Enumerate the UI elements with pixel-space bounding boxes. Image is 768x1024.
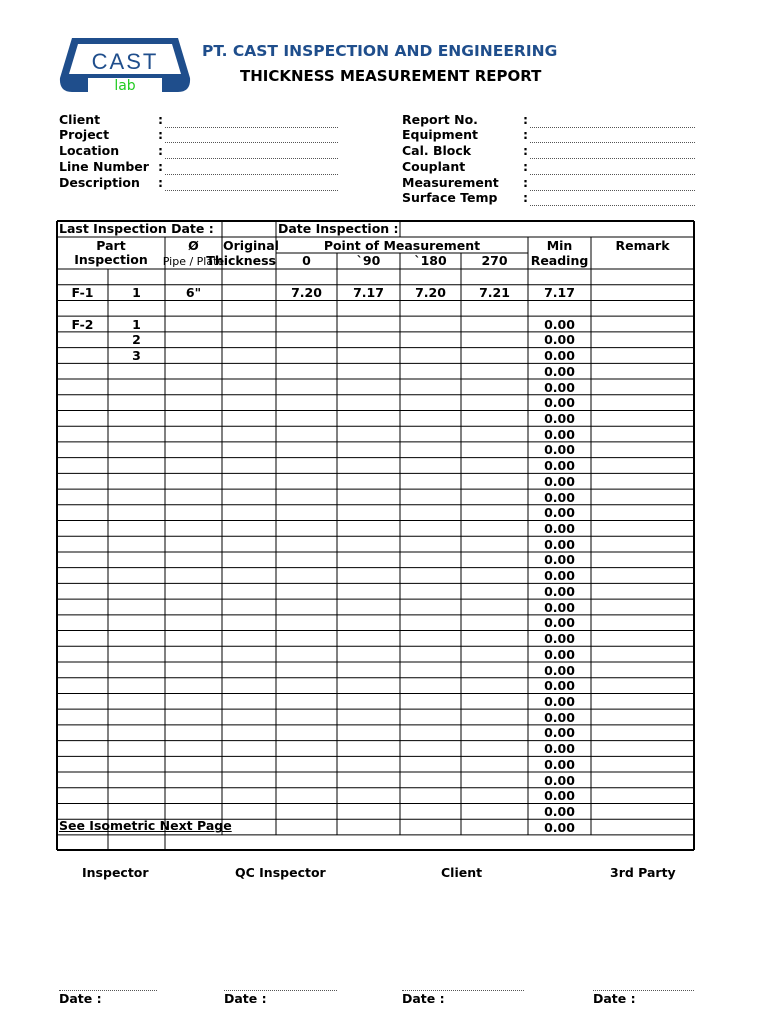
cell-min: 0.00	[544, 536, 575, 552]
location-field[interactable]	[165, 158, 338, 159]
surface-temp-field[interactable]	[530, 205, 695, 206]
cell-min: 0.00	[544, 772, 575, 788]
header-part: Part	[96, 238, 126, 253]
cell-min: 0.00	[544, 725, 575, 741]
cell-p0: 7.20	[291, 285, 322, 301]
cell-min: 0.00	[544, 615, 575, 631]
cell-min: 0.00	[544, 819, 575, 835]
couplant-field[interactable]	[530, 174, 695, 175]
cal-block-colon: :	[523, 143, 528, 158]
client-colon: :	[158, 112, 163, 127]
description-colon: :	[158, 175, 163, 190]
cell-min: 0.00	[544, 395, 575, 411]
cell-no: 2	[132, 332, 141, 348]
cell-min: 0.00	[544, 379, 575, 395]
cell-min: 0.00	[544, 631, 575, 647]
description-label: Description	[59, 175, 140, 190]
header-point-of-measurement: Point of Measurement	[323, 238, 481, 253]
cell-min: 0.00	[544, 568, 575, 584]
logo-subtext: lab	[114, 78, 136, 94]
cell-p270: 7.21	[479, 285, 510, 301]
line-number-field[interactable]	[165, 174, 338, 175]
logo-text: CAST	[91, 49, 159, 74]
cell-min: 0.00	[544, 678, 575, 694]
cell-min: 0.00	[544, 458, 575, 474]
signature-client: Client	[441, 865, 483, 880]
header-dia: Ø	[188, 238, 199, 253]
signature-qc-inspector: QC Inspector	[235, 865, 326, 880]
line-number-label: Line Number	[59, 159, 149, 174]
description-field[interactable]	[165, 190, 338, 191]
cell-min: 0.00	[544, 693, 575, 709]
cell-min: 0.00	[544, 505, 575, 521]
cell-min: 0.00	[544, 646, 575, 662]
couplant-label: Couplant	[402, 159, 466, 174]
cell-min: 0.00	[544, 410, 575, 426]
cell-min: 0.00	[544, 741, 575, 757]
cell-min: 0.00	[544, 803, 575, 819]
header-p90: `90	[356, 253, 381, 268]
cast-lab-logo	[58, 36, 192, 94]
date-inspection-label: Date Inspection :	[278, 221, 399, 236]
cell-p180: 7.20	[415, 285, 446, 301]
measurement-field[interactable]	[530, 190, 695, 191]
cell-min: 0.00	[544, 348, 575, 364]
report-no-label: Report No.	[402, 112, 478, 127]
surface-temp-colon: :	[523, 190, 528, 205]
header-dia-sub: Pipe / Plate	[162, 255, 225, 268]
equipment-field[interactable]	[530, 142, 695, 143]
equipment-label: Equipment	[402, 127, 478, 142]
project-label: Project	[59, 127, 110, 142]
header-p180: `180	[414, 253, 447, 268]
3rd-party-date: Date :	[593, 991, 636, 1006]
header-p0: 0	[302, 253, 311, 268]
header-remark: Remark	[615, 238, 670, 253]
cell-min: 0.00	[544, 521, 575, 537]
cell-min: 0.00	[544, 316, 575, 332]
cell-min: 0.00	[544, 709, 575, 725]
project-field[interactable]	[165, 142, 338, 143]
cell-min: 0.00	[544, 788, 575, 804]
cell-part: F-1	[71, 285, 94, 301]
client-date: Date :	[402, 991, 445, 1006]
couplant-colon: :	[523, 159, 528, 174]
client-label: Client	[59, 112, 101, 127]
cell-min: 0.00	[544, 756, 575, 772]
header-p270: 270	[481, 253, 508, 268]
cell-min: 0.00	[544, 363, 575, 379]
surface-temp-label: Surface Temp	[402, 190, 498, 205]
last-inspection-label: Last Inspection Date :	[59, 221, 214, 236]
measurement-colon: :	[523, 175, 528, 190]
cell-min: 0.00	[544, 662, 575, 678]
line-number-colon: :	[158, 159, 163, 174]
header-thickness: Thickness	[206, 253, 276, 268]
signature-3rd-party: 3rd Party	[610, 865, 676, 880]
cell-part: F-2	[71, 316, 94, 332]
cell-min: 0.00	[544, 473, 575, 489]
inspector-date: Date :	[59, 991, 102, 1006]
header-min: Min	[546, 238, 573, 253]
cell-min: 7.17	[544, 285, 575, 301]
location-label: Location	[59, 143, 120, 158]
report-title: THICKNESS MEASUREMENT REPORT	[240, 67, 542, 85]
header-inspection: Inspection	[74, 252, 148, 267]
cell-min: 0.00	[544, 489, 575, 505]
equipment-colon: :	[523, 127, 528, 142]
signature-inspector: Inspector	[82, 865, 149, 880]
report-no-colon: :	[523, 112, 528, 127]
report-no-field[interactable]	[530, 127, 695, 128]
project-colon: :	[158, 127, 163, 142]
header-reading: Reading	[530, 253, 589, 268]
cell-min: 0.00	[544, 552, 575, 568]
cell-min: 0.00	[544, 426, 575, 442]
cal-block-label: Cal. Block	[402, 143, 472, 158]
location-colon: :	[158, 143, 163, 158]
cell-min: 0.00	[544, 332, 575, 348]
cell-dia: 6"	[185, 285, 202, 301]
company-name: PT. CAST INSPECTION AND ENGINEERING	[202, 42, 558, 60]
cell-p90: 7.17	[353, 285, 384, 301]
measurement-label: Measurement	[402, 175, 499, 190]
client-field[interactable]	[165, 127, 338, 128]
cell-no: 1	[132, 316, 141, 332]
cell-min: 0.00	[544, 599, 575, 615]
qc-inspector-date: Date :	[224, 991, 267, 1006]
see-isometric-note: See Isometric Next Page	[59, 818, 232, 833]
cal-block-field[interactable]	[530, 158, 695, 159]
header-original: Original	[223, 238, 279, 253]
cell-no: 3	[132, 348, 141, 364]
cell-min: 0.00	[544, 442, 575, 458]
cell-no: 1	[132, 285, 141, 301]
cell-min: 0.00	[544, 583, 575, 599]
